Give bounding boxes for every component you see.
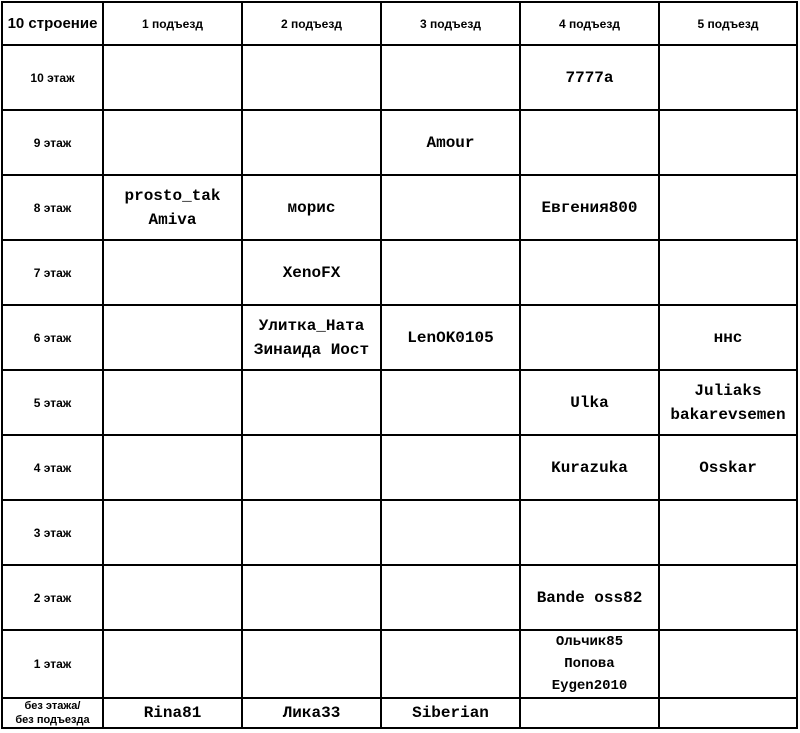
table-cell [659,698,797,728]
resident-name: ннс [713,328,743,347]
table-cell [520,630,659,698]
resident-name: LenOK0105 [407,328,494,347]
table-cell [242,240,381,305]
table-row [2,370,797,435]
table-cell [381,240,520,305]
floor-label: 4 этаж [2,435,103,500]
table-cell [242,305,381,370]
resident-name: Ulka [570,393,609,412]
column-header-entrance-4: 4 подъезд [520,2,659,45]
table-cell [103,500,242,565]
table-row [2,305,797,370]
table-row [2,500,797,565]
table-cell [381,630,520,698]
column-header-entrance-3: 3 подъезд [381,2,520,45]
table-cell [103,110,242,175]
table-cell [242,500,381,565]
table-row [2,175,797,240]
table-cell [520,565,659,630]
table-cell [520,500,659,565]
floor-label-line: без подъезда [15,714,90,726]
table-row [2,45,797,110]
resident-name: Улитка_Ната [258,316,365,335]
table-cell [659,240,797,305]
table-cell [659,565,797,630]
table-cell [242,370,381,435]
table-cell [103,240,242,305]
table-cell [242,110,381,175]
column-header-entrance-5: 5 подъезд [659,2,797,45]
table-cell [381,45,520,110]
building-label: 10 строение [2,2,103,45]
resident-name: Kurazuka [551,458,628,477]
table-cell [659,370,797,435]
resident-name: Попова [564,656,615,672]
floor-label [2,698,103,728]
floor-label: 1 этаж [2,630,103,698]
column-header-entrance-1: 1 подъезд [103,2,242,45]
floor-label-line: без этажа/ [24,700,81,712]
table-cell [659,630,797,698]
floor-label: 6 этаж [2,305,103,370]
resident-name: Amiva [148,210,197,229]
table-cell [242,435,381,500]
floor-label: 8 этаж [2,175,103,240]
table-cell [381,110,520,175]
resident-name: XenoFX [282,263,341,282]
table-row [2,110,797,175]
table-cell [520,45,659,110]
table-cell [103,698,242,728]
resident-name: 7777a [565,68,614,87]
table-cell [103,175,242,240]
table-cell [520,698,659,728]
resident-name: Евгения800 [541,198,638,217]
table-cell [381,500,520,565]
table-cell [103,45,242,110]
resident-name: Siberian [412,704,489,722]
table-row [2,435,797,500]
floor-label: 3 этаж [2,500,103,565]
resident-name: Ольчик85 [555,634,624,650]
table-cell [103,565,242,630]
table-cell [103,630,242,698]
floor-label: 2 этаж [2,565,103,630]
table-cell [381,305,520,370]
table-cell [242,45,381,110]
table-cell [103,370,242,435]
table-cell [381,698,520,728]
table-cell [520,110,659,175]
resident-name: Rina81 [143,704,202,722]
floor-label: 10 этаж [2,45,103,110]
table-cell [242,698,381,728]
table-cell [381,435,520,500]
table-cell [242,630,381,698]
header-row [2,2,797,45]
table-cell [520,370,659,435]
floor-label: 5 этаж [2,370,103,435]
resident-name: морис [287,198,336,217]
resident-name: Amour [426,133,475,152]
floor-label: 9 этаж [2,110,103,175]
floor-label: 7 этаж [2,240,103,305]
table-row [2,565,797,630]
table-cell [659,45,797,110]
table-cell [381,370,520,435]
resident-name: Зинаида Иост [253,340,370,359]
resident-name: prosto_tak [124,186,221,205]
table-row [2,240,797,305]
resident-name: Лика33 [282,704,341,722]
residents-table [1,1,798,729]
resident-name: Bande oss82 [536,588,643,607]
resident-name: Osskar [699,458,757,477]
table-cell [103,435,242,500]
table-cell [520,240,659,305]
table-cell [381,565,520,630]
table-cell [659,500,797,565]
resident-name: bakarevsemen [670,405,786,424]
table-cell [242,565,381,630]
table-cell [520,175,659,240]
table-cell [520,435,659,500]
table-cell [659,305,797,370]
resident-name: Eygen2010 [551,678,628,694]
table-row [2,630,797,698]
table-row [2,698,797,728]
table-cell [242,175,381,240]
table-cell [520,305,659,370]
table-cell [381,175,520,240]
column-header-entrance-2: 2 подъезд [242,2,381,45]
table-cell [103,305,242,370]
table-cell [659,435,797,500]
resident-name: Juliaks [694,381,762,400]
table-cell [659,175,797,240]
table-cell [659,110,797,175]
